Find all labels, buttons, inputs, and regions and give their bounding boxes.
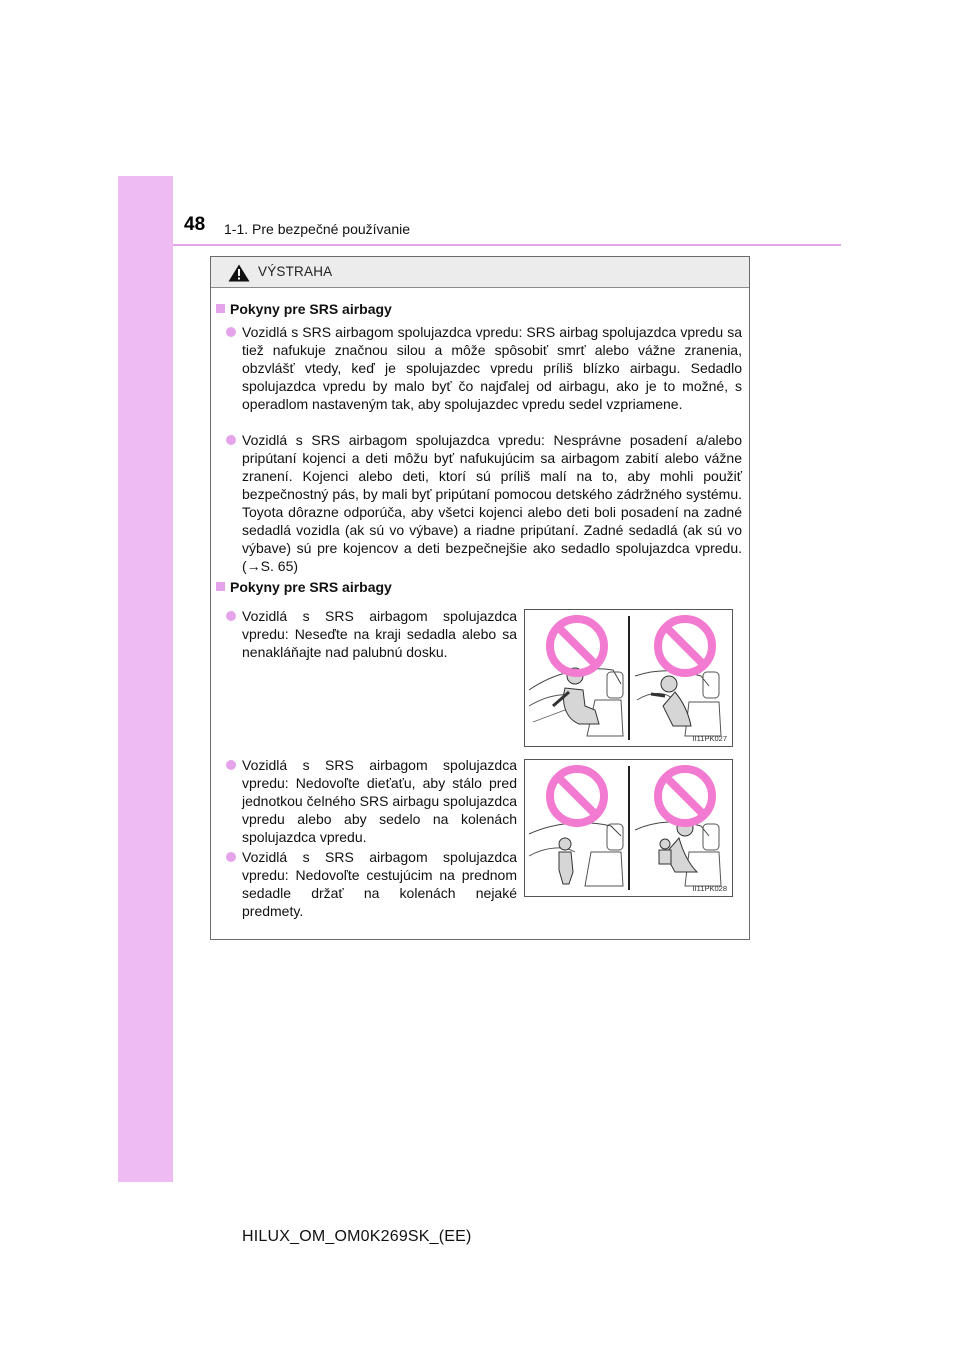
- illustration-child-and-objects: [524, 759, 733, 897]
- list-item: Vozidlá s SRS airbagom spolujazdca vpredu: Nesprávne posadení a/alebo pripútaní kojenci a deti môžu byť nafukujúcim sa airbagom zabití alebo vážne zranení. Kojenci alebo deti, ktorí sú príliš malí na to, aby mohli použiť bezpečnostný pás, by mali byť pripútaní pomocou detského zádržného systému. Toyota dôrazne odporúča, aby všetci kojenci alebo deti boli posadení na zadné sedadlá vozidla (ak sú vo výbave) a riadne pripútaní. Zadné sedadlá (ak sú vo výbave) sú pre kojencov a deti bezpečnejšie ako sedadlo spolujazdca vpredu. (→S. 65): [242, 431, 742, 575]
- illustration-drawing: [525, 610, 732, 746]
- document-footer-code: HILUX_OM_OM0K269SK_(EE): [242, 1228, 472, 1245]
- prohibition-icon: [658, 769, 712, 823]
- figure-code: II11PK027: [692, 734, 727, 743]
- warning-header: [211, 257, 749, 288]
- page-number: 48: [184, 214, 206, 235]
- section-heading: Pokyny pre SRS airbagy: [216, 301, 392, 317]
- square-bullet-icon: [216, 304, 225, 313]
- warning-box: [210, 256, 750, 940]
- bullet-dot-icon: [226, 760, 236, 770]
- chapter-sidebar-tab: [118, 176, 173, 1182]
- bullet-dot-icon: [226, 611, 236, 621]
- section-heading: Pokyny pre SRS airbagy: [216, 579, 392, 595]
- illustration-drawing: [525, 760, 732, 896]
- warning-triangle-icon: [228, 264, 250, 282]
- bullet-dot-icon: [226, 852, 236, 862]
- list-item: Vozidlá s SRS airbagom spolujazdca vpredu: Neseďte na kraji sedadla alebo sa nenakláňajte nad palubnú dosku.: [242, 607, 517, 661]
- bullet-dot-icon: [226, 327, 236, 337]
- square-bullet-icon: [216, 582, 225, 591]
- header-rule: [173, 244, 841, 246]
- list-item: Vozidlá s SRS airbagom spolujazdca vpredu: SRS airbag spolujazdca vpredu sa tiež nafukuje značnou silou a môže spôsobiť smrť alebo vážne zranenia, obzvlášť vtedy, keď je spolujazdec vpredu príliš blízko airbagu. Sedadlo spolujazdca vpredu by malo byť čo najďalej od airbagu, ako je to možné, s operadlom nastaveným tak, aby spolujazdec vpredu sedel vzpriamene.: [242, 323, 742, 413]
- prohibition-icon: [658, 619, 712, 673]
- bullet-dot-icon: [226, 435, 236, 445]
- prohibition-icon: [550, 619, 604, 673]
- figure-code: II11PK028: [692, 884, 727, 893]
- illustration-seating-posture: [524, 609, 733, 747]
- list-item: Vozidlá s SRS airbagom spolujazdca vpredu: Nedovoľte dieťaťu, aby stálo pred jednotkou čelného SRS airbagu spolujazdca vpredu alebo aby sedelo na kolenách spolujazdca vpredu.: [242, 756, 517, 846]
- warning-title: VÝSTRAHA: [258, 264, 333, 279]
- section-title: 1-1. Pre bezpečné používanie: [224, 221, 411, 237]
- prohibition-icon: [550, 769, 604, 823]
- list-item: Vozidlá s SRS airbagom spolujazdca vpredu: Nedovoľte cestujúcim na prednom sedadle držať na kolenách nejaké predmety.: [242, 848, 517, 920]
